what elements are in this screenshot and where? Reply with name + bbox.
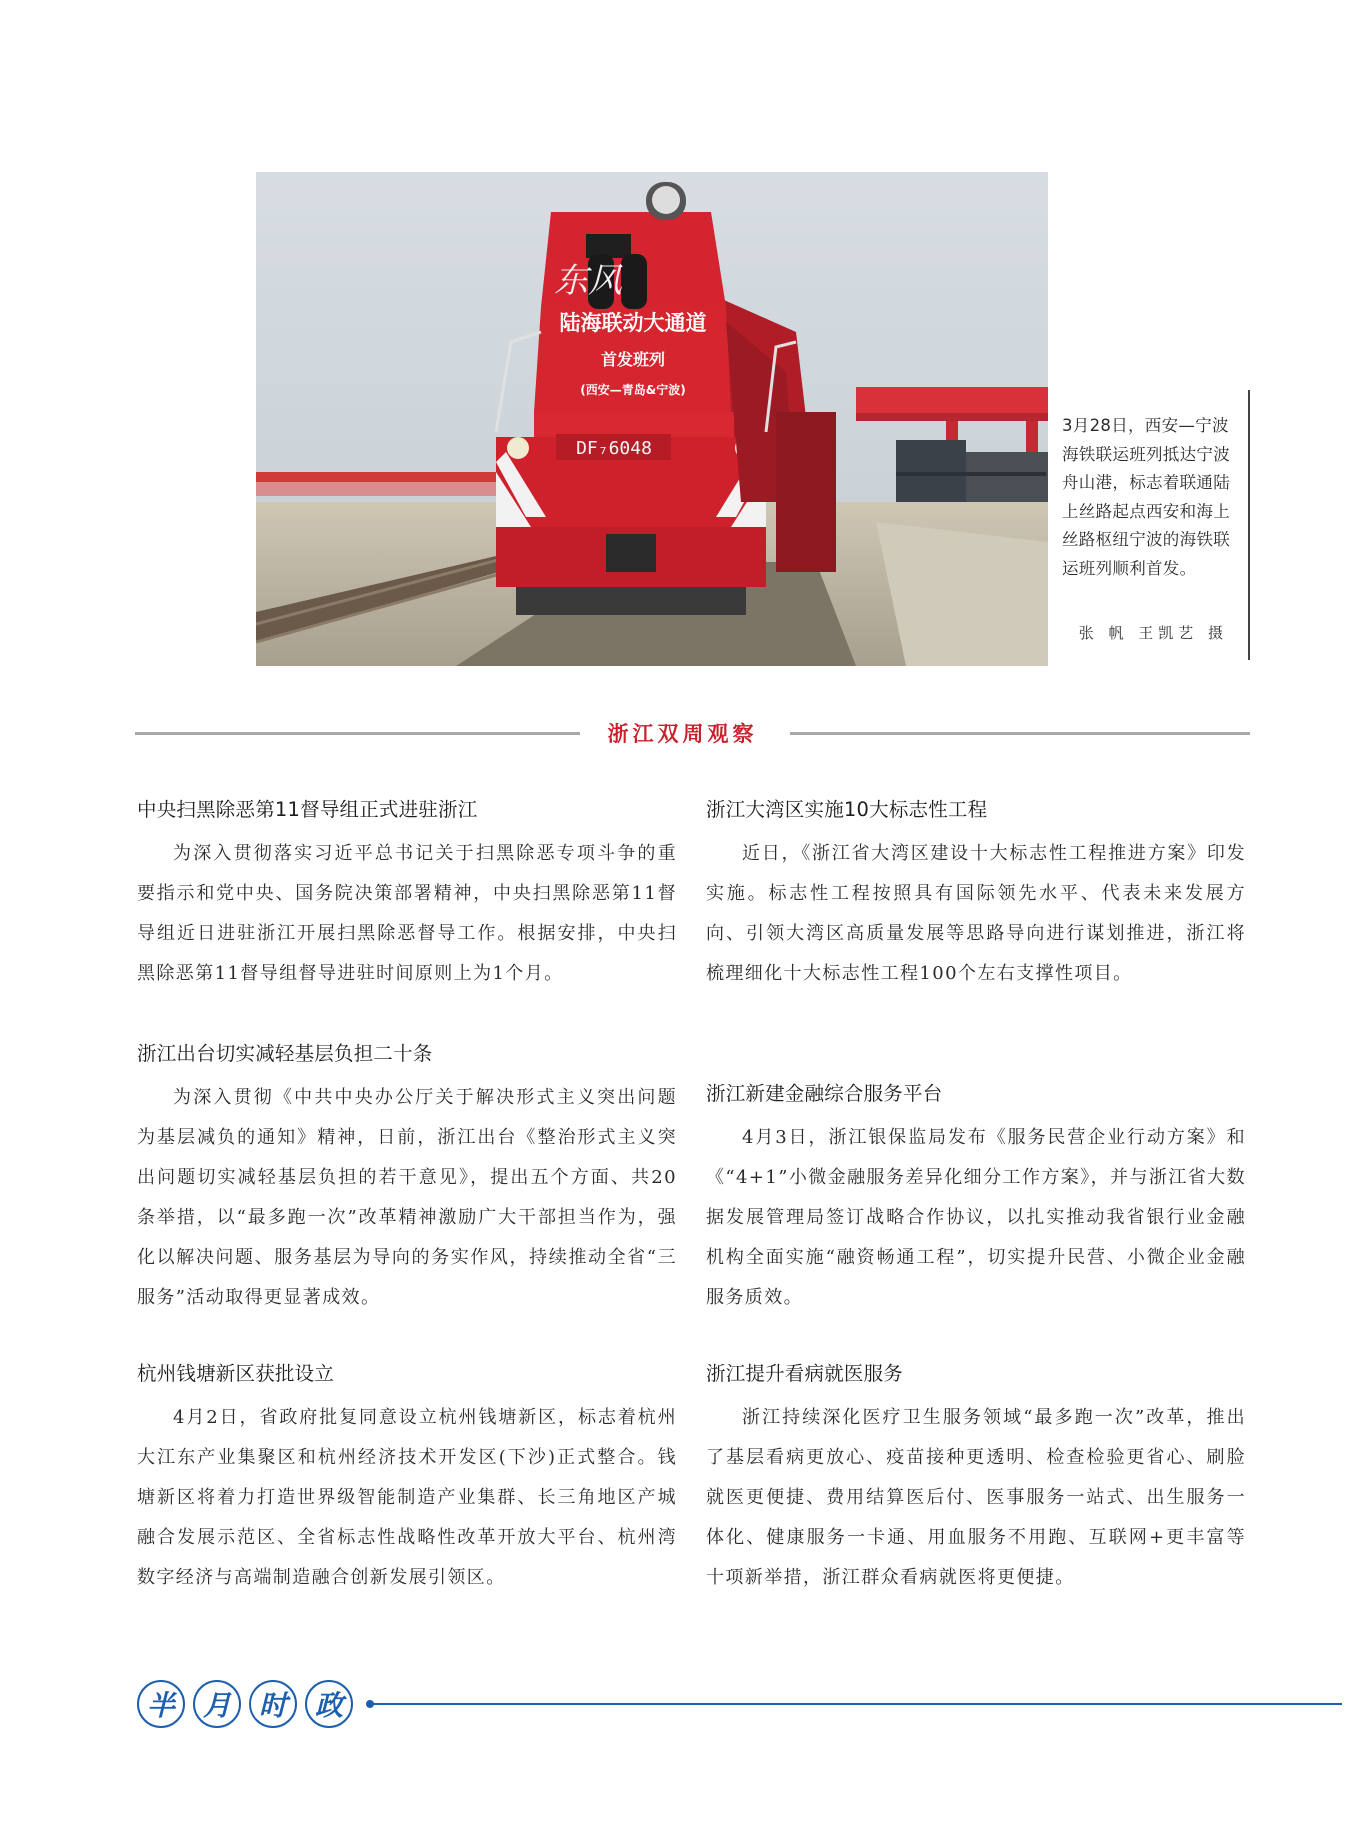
- article-body: 为深入贯彻《中共中央办公厅关于解决形式主义突出问题为基层减负的通知》精神，日前，浙江出台《整治形式主义突出问题切实减轻基层负担的若干意见》，提出五个方面、共20条举措，以“最多跑一次”改革精神激励广大干部担当作为，强化以解决问题、服务基层为导向的务实作风，持续推动全省“三服务”活动取得更显著成效。: [137, 1087, 677, 1308]
- brand-char-2: 月: [193, 1680, 241, 1728]
- caption-text: 3月28日，西安—宁波海铁联运班列抵达宁波舟山港，标志着联通陆上丝路起点西安和海上丝路枢纽宁波的海铁联运班列顺利首发。: [1062, 416, 1230, 578]
- article-body: 为深入贯彻落实习近平总书记关于扫黑除恶专项斗争的重要指示和党中央、国务院决策部署精神，中央扫黑除恶第11督导组近日进驻浙江开展扫黑除恶督导工作。根据安排，中央扫黑除恶第11督导组督导进驻时间原则上为1个月。: [137, 843, 677, 984]
- article-right-2: [706, 1076, 1246, 1318]
- article-title: 杭州钱塘新区获批设立: [137, 1362, 335, 1385]
- article-body: 近日，《浙江省大湾区建设十大标志性工程推进方案》印发实施。标志性工程按照具有国际领先水平、代表未来发展方向、引领大湾区高质量发展等思路导向进行谋划推进，浙江将梳理细化十大标志性工程100个左右支撑性项目。: [706, 843, 1246, 984]
- article-body: 浙江持续深化医疗卫生服务领域“最多跑一次”改革，推出了基层看病更放心、疫苗接种更透明、检查检验更省心、刷脸就医更便捷、费用结算医后付、医事服务一站式、出生服务一体化、健康服务一卡通、用血服务不用跑、互联网+更丰富等十项新举措，浙江群众看病就医将更便捷。: [706, 1407, 1246, 1588]
- article-body: 4月3日，浙江银保监局发布《服务民营企业行动方案》和《“4+1”小微金融服务差异化细分工作方案》，并与浙江省大数据发展管理局签订战略合作协议，以扎实推动我省银行业金融机构全面实施“融资畅通工程”，切实提升民营、小微企业金融服务质效。: [706, 1127, 1246, 1308]
- brand-char-1: 半: [137, 1680, 185, 1728]
- photo-credit: 张 帆 王凯艺 摄: [1078, 624, 1228, 642]
- brand-char-3: 时: [249, 1680, 297, 1728]
- locomotive-number: DF₇6048: [576, 438, 652, 459]
- brand-char-4: 政: [305, 1680, 353, 1728]
- article-body: 4月2日，省政府批复同意设立杭州钱塘新区，标志着杭州大江东产业集聚区和杭州经济技术开发区(下沙)正式整合。钱塘新区将着力打造世界级智能制造产业集群、长三角地区产城融合发展示范区、全省标志性战略性改革开放大平台、杭州湾数字经济与高端制造融合创新发展引领区。: [137, 1407, 677, 1588]
- locomotive-plate-route: (西安—青岛&宁波): [580, 383, 686, 397]
- section-title-text: 浙江双周观察: [607, 722, 758, 746]
- article-left-3: [137, 1356, 677, 1598]
- section-rule-right: [790, 732, 1250, 735]
- section-rule-left: [135, 732, 580, 735]
- magazine-brand: [137, 1680, 353, 1730]
- article-title: 浙江大湾区实施10大标志性工程: [706, 798, 988, 821]
- article-title: 浙江新建金融综合服务平台: [706, 1082, 943, 1105]
- article-title: 浙江出台切实减轻基层负担二十条: [137, 1042, 433, 1065]
- article-right-3: [706, 1356, 1246, 1598]
- article-title: 浙江提升看病就医服务: [706, 1362, 904, 1385]
- article-title: 中央扫黑除恶第11督导组正式进驻浙江: [137, 798, 478, 821]
- locomotive-brand: 东风: [554, 261, 622, 301]
- article-left-2: [137, 1036, 677, 1318]
- locomotive-plate-title: 陆海联动大通道: [559, 311, 707, 335]
- photo-caption: [1048, 390, 1250, 660]
- locomotive-plate-subtitle: 首发班列: [600, 350, 666, 369]
- locomotive-illustration: [256, 172, 1048, 666]
- news-photo: [256, 172, 1048, 666]
- footer-rule: [372, 1703, 1342, 1705]
- section-title: [575, 718, 790, 748]
- article-right-1: [706, 792, 1246, 994]
- article-left-1: [137, 792, 677, 994]
